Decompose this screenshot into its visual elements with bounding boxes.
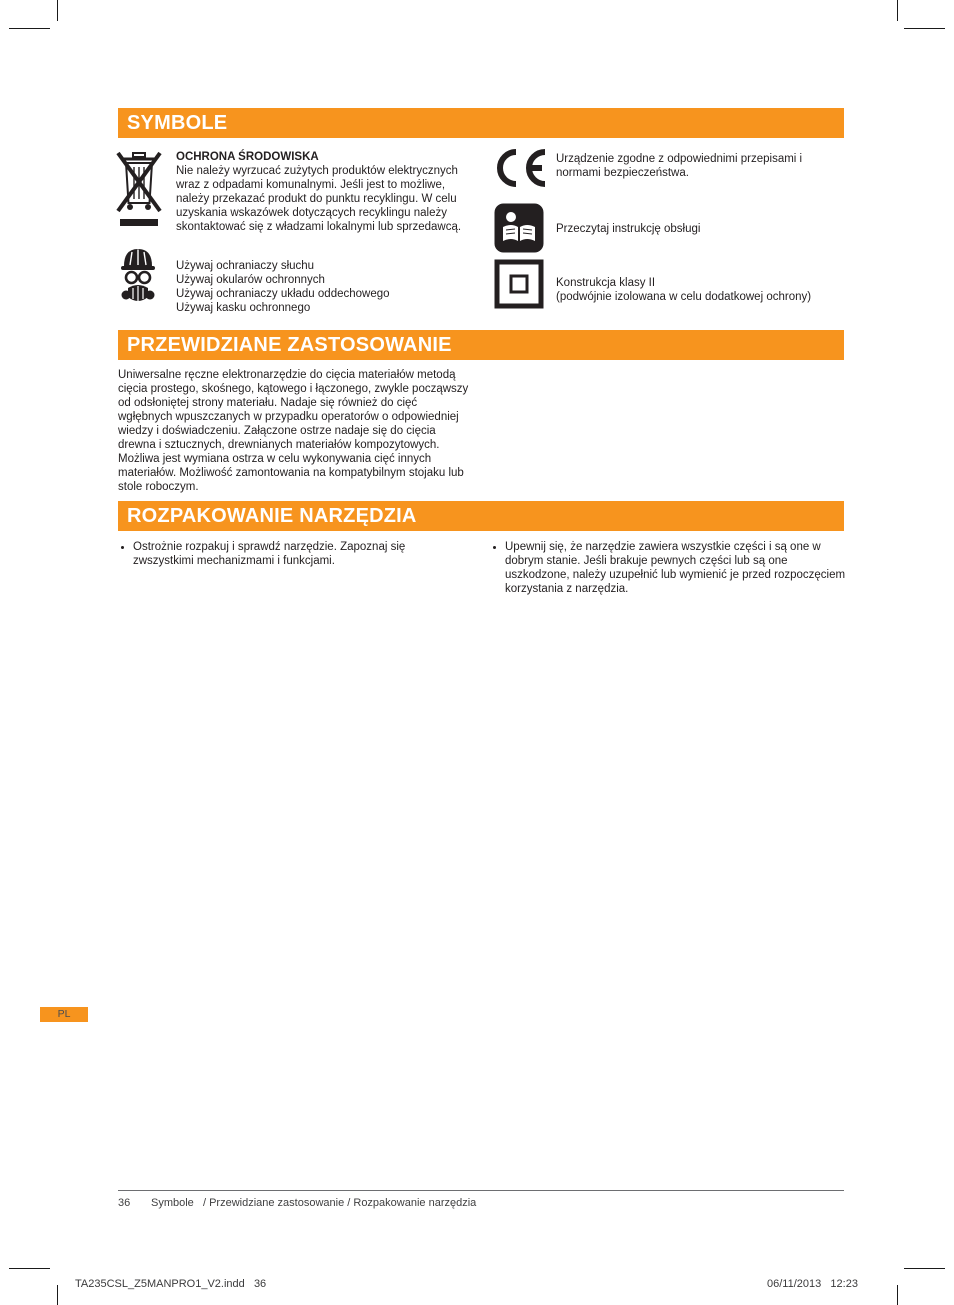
class-ii-icon — [494, 259, 544, 314]
bullet-dot — [493, 546, 496, 549]
crop-mark-bottom-right-horizontal — [904, 1268, 945, 1269]
unpacking-bullet-2 — [490, 540, 846, 596]
intended-use-body: Uniwersalne ręczne elektronarzędzie do cięcia materiałów metodą cięcia prostego, skośnego, kątowego i łączonego, zwykle począwszy od odsłoniętej strony materiału. Nadaje się również do cięć wgłębnych wpuszczanych w przypadku operatorów o odpowiedniej wiedzy i doświadczeniu. Załączone ostrze nadaje się do cięcia drewna i sztucznych, drewnianych materiałów kompozytowych. Możliwa jest wymiana ostrza w celu wykonywania cięć innych materiałów. Możliwość zamontowania na kompatybilnym stojaku lub stole roboczym. — [118, 369, 469, 493]
unpacking-bullet-2-text: Upewnij się, że narzędzie zawiera wszystkie części i są one w dobrym stanie. Jeśli brakuje pewnych części lub są one uszkodzone, należy uzupełnić lub wymienić je przed rozpoczęciem korzystania z narzędzia. — [505, 541, 846, 595]
unpacking-section-header — [118, 501, 844, 531]
symbols-section-title: SYMBOLE — [127, 112, 228, 134]
weee-bin-icon — [116, 149, 162, 240]
ppe-line-breathing: Używaj ochraniaczy układu oddechowego — [176, 288, 390, 300]
print-filename: TA235CSL_Z5MANPRO1_V2.indd 36 — [75, 1278, 267, 1290]
ppe-instructions — [176, 259, 390, 315]
crop-mark-bottom-left-horizontal — [9, 1268, 50, 1269]
intended-use-section-header — [118, 330, 844, 360]
unpacking-bullet-1-text: Ostrożnie rozpakuj i sprawdź narzędzie. Zapoznaj się zwszystkimi mechanizmami i funkcjami. — [133, 541, 406, 567]
class-ii-line1: Konstrukcja klasy II — [556, 277, 656, 289]
class-ii-text — [556, 276, 848, 304]
crop-mark-bottom-right-vertical — [897, 1285, 898, 1305]
ppe-icon — [119, 246, 157, 315]
crop-mark-top-right-vertical — [897, 0, 898, 21]
crop-mark-bottom-left-vertical — [57, 1285, 58, 1305]
footer-rule — [118, 1190, 844, 1191]
unpacking-title: ROZPAKOWANIE NARZĘDZIA — [127, 505, 417, 527]
ppe-line-hearing: Używaj ochraniaczy słuchu — [176, 260, 315, 272]
environment-body: Nie należy wyrzucać zużytych produktów elektrycznych wraz z odpadami komunalnymi. Jeśli jest to możliwe, należy przekazać produkt do punktu recyklingu. W celu uzyskania wskazówek dotyczących recyklingu należy skontaktować się z władzami lokalnymi lub sprzedawcą. — [176, 165, 462, 233]
intended-use-title: PRZEWIDZIANE ZASTOSOWANIE — [127, 334, 452, 356]
read-manual-icon — [494, 203, 544, 258]
language-tab: PL — [40, 1007, 88, 1022]
print-datetime: 06/11/2013 12:23 — [767, 1278, 858, 1290]
footer-page-number: 36 — [118, 1197, 131, 1209]
unpacking-bullet-1 — [118, 540, 463, 568]
crop-mark-top-left-vertical — [57, 0, 58, 21]
class-ii-line2: (podwójnie izolowana w celu dodatkowej ochrony) — [556, 291, 812, 303]
ppe-line-eyes: Używaj okularów ochronnych — [176, 274, 325, 286]
crop-mark-top-left-horizontal — [9, 28, 50, 29]
bullet-dot — [121, 546, 124, 549]
ppe-line-helmet: Używaj kasku ochronnego — [176, 302, 311, 314]
footer-breadcrumb: Symbole / Przewidziane zastosowanie / Rozpakowanie narzędzia — [151, 1197, 477, 1209]
read-manual-text: Przeczytaj instrukcję obsługi — [556, 223, 701, 235]
ce-mark-icon — [490, 147, 548, 194]
environment-heading: OCHRONA ŚRODOWISKA — [176, 151, 319, 163]
crop-mark-top-right-horizontal — [904, 28, 945, 29]
symbols-section-header — [118, 108, 844, 138]
ce-mark-text: Urządzenie zgodne z odpowiednimi przepisami i normami bezpieczeństwa. — [556, 153, 803, 179]
